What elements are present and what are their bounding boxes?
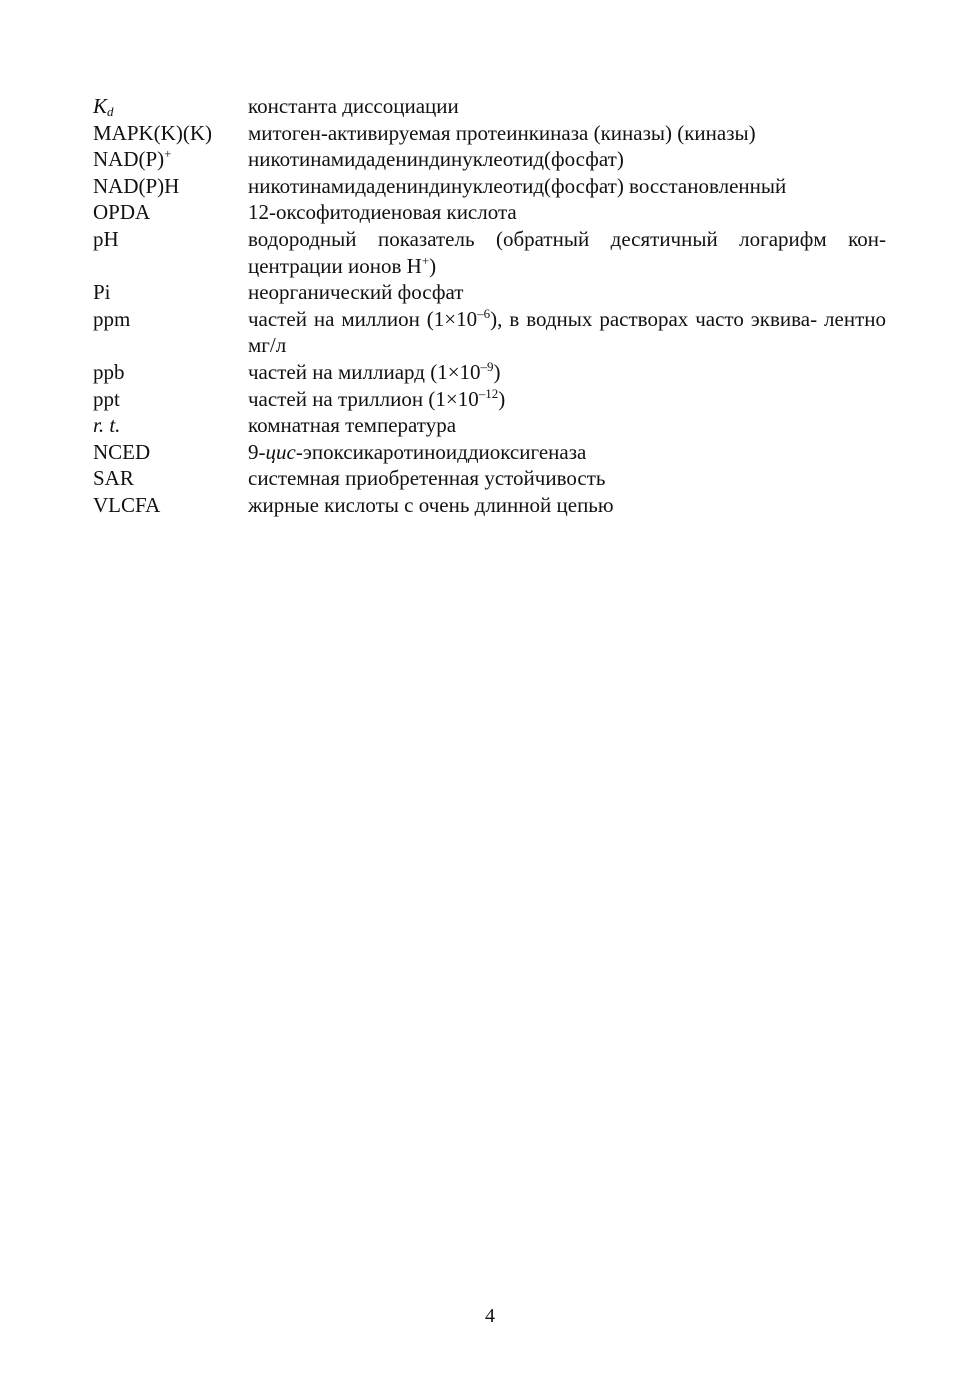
definition-text-after: -эпоксикаротиноиддиоксигеназа [295, 439, 587, 464]
definition-superscript: + [421, 252, 430, 268]
abbreviation-term: VLCFA [93, 492, 161, 517]
abbreviation-row-ppb [93, 359, 886, 386]
definition-superscript: –12 [478, 385, 499, 401]
definition-text-before: 9- [248, 439, 266, 464]
term-superscript: + [164, 146, 172, 162]
abbreviation-term: ppt [93, 386, 120, 411]
abbreviation-term: NCED [93, 439, 151, 464]
abbreviation-row-ppt [93, 386, 886, 413]
abbreviation-row-sar [93, 465, 886, 492]
abbreviation-definition: константа диссоциации [248, 94, 459, 118]
abbreviation-row-nced [93, 439, 886, 466]
abbreviation-definition: никотинамидадениндинуклеотид(фосфат) восстановленный [248, 173, 787, 198]
abbreviation-row-mapk [93, 120, 886, 147]
abbreviation-row-opda [93, 199, 886, 226]
abbreviation-term: SAR [93, 466, 134, 491]
abbreviation-term: NAD(P)H [93, 173, 180, 198]
abbreviation-definition: 12-оксофитодиеновая кислота [248, 200, 517, 225]
abbreviation-row-ppm [93, 306, 886, 359]
abbreviation-row-nadp [93, 146, 886, 173]
abbreviation-term: MAPK(K)(K) [93, 120, 212, 145]
abbreviation-row-nadph [93, 173, 886, 200]
abbreviation-term: ppb [93, 359, 125, 384]
abbreviation-term: r. t. [93, 413, 121, 438]
abbreviation-term: ppm [93, 306, 131, 331]
term-subscript: d [107, 104, 114, 119]
abbreviation-definition: системная приобретенная устойчивость [248, 466, 606, 491]
abbreviation-definition: комнатная температура [248, 413, 457, 438]
abbreviation-term: pH [93, 226, 119, 251]
abbreviation-definition: митоген-активируемая протеинкиназа (киназы) (киназы) [248, 120, 756, 145]
abbreviation-term: Pi [93, 280, 111, 305]
abbreviation-definition: неорганический фосфат [248, 280, 464, 305]
page-number: 4 [485, 1305, 495, 1327]
definition-superscript: –9 [480, 358, 494, 374]
abbreviation-row-ph [93, 226, 886, 279]
abbreviation-term [93, 93, 248, 120]
definition-text: водородный показатель (обратный десятичный логарифм кон- центрации ионов H [248, 226, 886, 278]
definition-italic-text: цис [265, 439, 296, 464]
abbreviation-row-vlcfa [93, 492, 886, 519]
abbreviation-definition [248, 306, 886, 359]
abbreviation-definition: никотинамидадениндинуклеотид(фосфат) [248, 147, 624, 172]
abbreviation-definition [248, 359, 886, 386]
definition-superscript: –6 [477, 305, 491, 321]
definition-text: частей на миллион (1×10 [248, 306, 478, 331]
definition-text: частей на триллион (1×10 [248, 386, 479, 411]
definition-text-after: ) [429, 253, 437, 278]
definition-text-after: ) [493, 359, 501, 384]
abbreviation-row-pi [93, 279, 886, 306]
definition-text-after: ), в водных растворах часто эквива- лентно мг/л [248, 306, 886, 358]
abbreviation-row-rt [93, 412, 886, 439]
definition-text-after: ) [498, 386, 506, 411]
term-base: K [93, 94, 108, 118]
abbreviation-term: OPDA [93, 200, 151, 225]
abbreviation-definition: жирные кислоты с очень длинной цепью [248, 492, 614, 517]
term-base: NAD(P) [93, 147, 165, 172]
abbreviation-definition [248, 226, 886, 279]
abbreviation-definition [248, 386, 886, 413]
abbreviation-list [93, 93, 886, 519]
abbreviation-term [93, 146, 248, 173]
abbreviation-definition [248, 439, 886, 466]
definition-text: частей на миллиард (1×10 [248, 359, 481, 384]
abbreviation-row-kd [93, 93, 886, 120]
